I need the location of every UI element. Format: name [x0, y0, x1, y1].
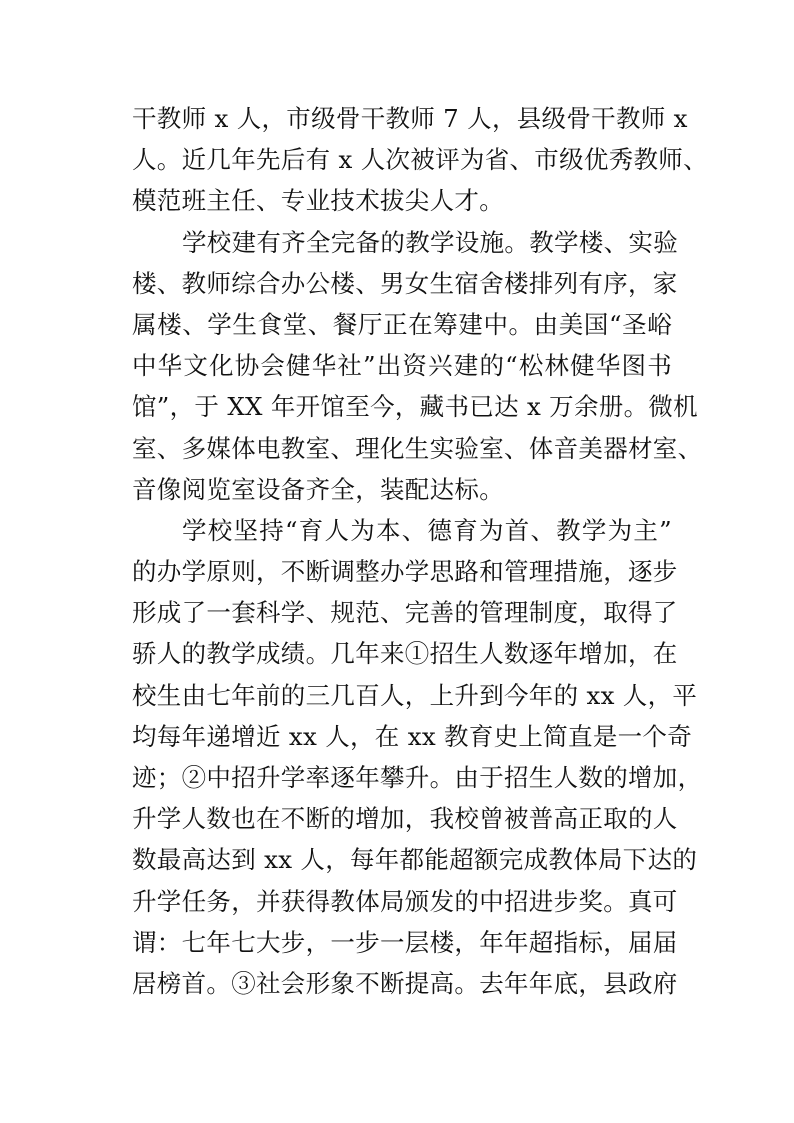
- paragraph-first-line: 学校坚持“育人为本、德育为首、教学为主”: [182, 515, 672, 545]
- body-text: [132, 98, 708, 1004]
- text-line: 人。近几年先后有 x 人次被评为省、市级优秀教师、: [132, 145, 708, 175]
- text-line: 骄人的教学成绩。几年来①招生人数逐年增加，在: [132, 639, 678, 669]
- text-line: 中华文化协会健华社”出资兴建的“松林健华图书: [132, 351, 672, 381]
- text-line: 模范班主任、专业技术拔尖人才。: [132, 186, 504, 216]
- text-line: 室、多媒体电教室、理化生实验室、体音美器材室、: [132, 433, 703, 463]
- paragraph-first-line: 学校建有齐全完备的教学设施。教学楼、实验: [182, 227, 678, 257]
- text-line: 校生由七年前的三几百人，上升到今年的 xx 人，平: [132, 680, 698, 710]
- text-line: 音像阅览室设备齐全，装配达标。: [132, 474, 504, 504]
- text-line: 形成了一套科学、规范、完善的管理制度，取得了: [132, 598, 678, 628]
- text-line: 均每年递增近 xx 人，在 xx 教育史上简直是一个奇: [132, 721, 693, 751]
- text-line: 楼、教师综合办公楼、男女生宿舍楼排列有序，家: [132, 268, 678, 298]
- text-line: 迹；②中招升学率逐年攀升。由于招生人数的增加，: [132, 763, 703, 792]
- text-line: 的办学原则，不断调整办学思路和管理措施，逐步: [132, 557, 678, 587]
- text-line: 谓：七年七大步，一步一层楼，年年超指标，届届: [132, 927, 678, 957]
- text-line: 干教师 x 人，市级骨干教师 7 人，县级骨干教师 x: [132, 104, 688, 133]
- text-line: 数最高达到 xx 人，每年都能超额完成教体局下达的: [132, 845, 698, 875]
- text-line: 升学任务，并获得教体局颁发的中招进步奖。真可: [132, 886, 678, 916]
- text-line: 馆”，于 XX 年开馆至今，藏书已达 x 万余册。微机: [132, 392, 698, 422]
- text-line: 属楼、学生食堂、餐厅正在筹建中。由美国“圣峪: [132, 309, 672, 339]
- text-line: 升学人数也在不断的增加，我校曾被普高正取的人: [132, 804, 678, 834]
- text-line: 居榜首。③社会形象不断提高。去年年底，县政府: [132, 968, 678, 998]
